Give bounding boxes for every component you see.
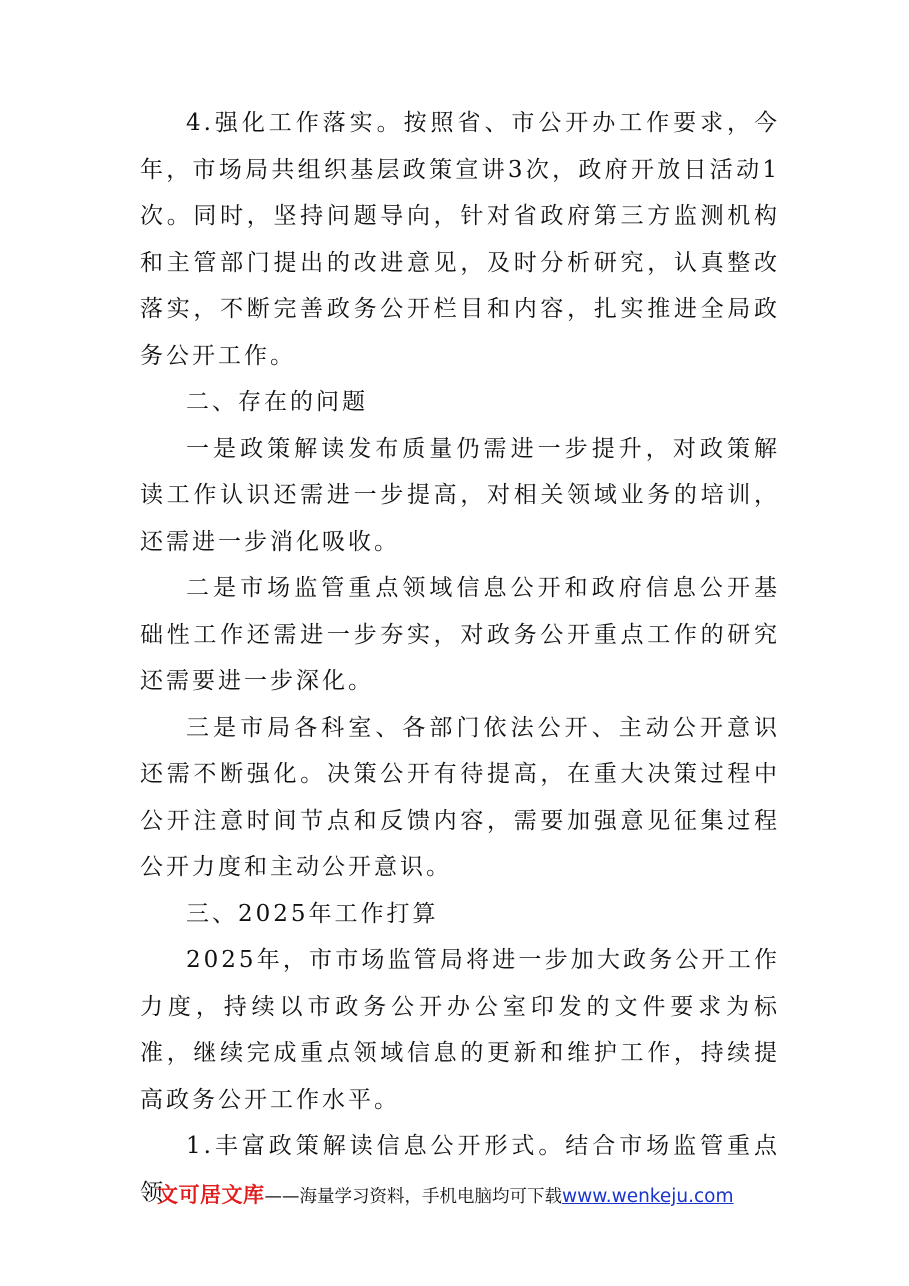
- section-heading-problems: 二、存在的问题: [186, 389, 368, 415]
- paragraph-work-implementation: 4.强化工作落实。按照省、市公开办工作要求，今年，市场局共组织基层政策宣讲3次，政府开放日活动1次。同时，坚持问题导向，针对省政府第三方监测机构和主管部门提出的改进意见，及时分析研究，认真整改落实，不断完善政务公开栏目和内容，扎实推进全局政务公开工作。: [140, 110, 780, 369]
- footer-brand-logo: 文可居文库: [157, 1183, 265, 1207]
- paragraph-problem-two: 二是市场监管重点领域信息公开和政府信息公开基础性工作还需进一步夯实，对政务公开重点工作的研究还需要进一步深化。: [140, 575, 780, 694]
- footer-banner: [157, 1181, 777, 1211]
- section-heading-plan-2025: 三、2025年工作打算: [186, 900, 439, 927]
- footer-slogan: ——海量学习资料，手机电脑均可下载: [264, 1187, 562, 1207]
- footer-website-link[interactable]: www.wenkeju.com: [562, 1186, 734, 1207]
- paragraph-plan-item-one: 1.丰富政策解读信息公开形式。结合市场监管重点领: [140, 1133, 780, 1206]
- document-body: [140, 100, 780, 1216]
- paragraph-problem-three: 三是市局各科室、各部门依法公开、主动公开意识还需不断强化。决策公开有待提高，在重大决策过程中公开注意时间节点和反馈内容，需要加强意见征集过程公开力度和主动公开意识。: [140, 714, 780, 880]
- paragraph-problem-one: 一是政策解读发布质量仍需进一步提升，对政策解读工作认识还需进一步提高，对相关领域业务的培训，还需进一步消化吸收。: [140, 435, 780, 555]
- paragraph-plan-intro: 2025年，市市场监管局将进一步加大政务公开工作力度，持续以市政务公开办公室印发的文件要求为标准，继续完成重点领域信息的更新和维护工作，持续提高政务公开工作水平。: [140, 947, 780, 1113]
